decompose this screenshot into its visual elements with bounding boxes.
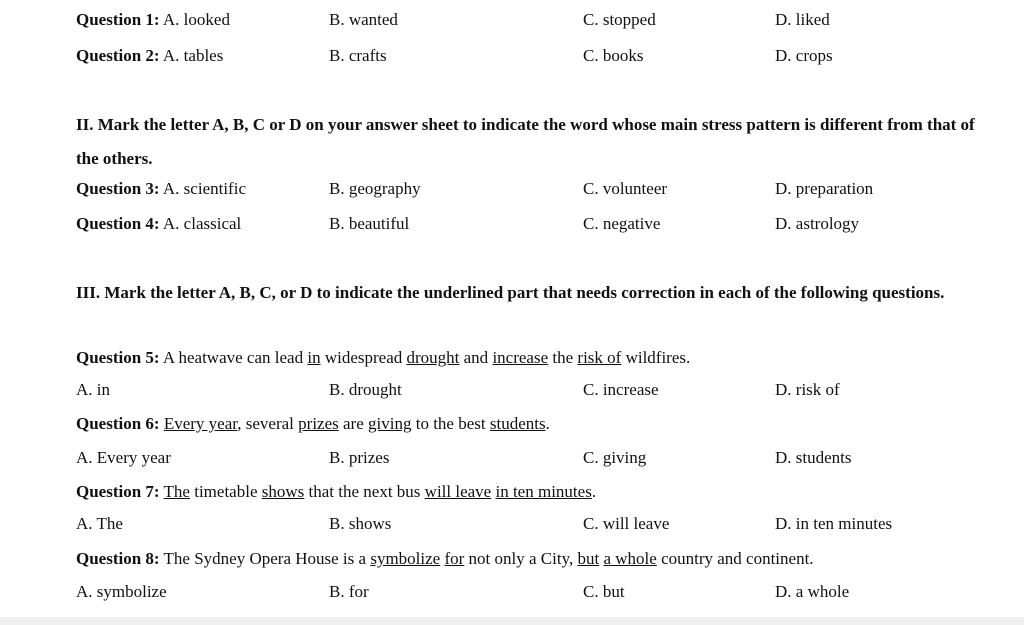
option-c[interactable]: C. increase — [583, 380, 659, 399]
underlined-part: Every year — [163, 414, 238, 433]
underlined-part: in ten minutes — [495, 482, 592, 501]
question-2 — [76, 42, 223, 70]
option-d[interactable]: D. in ten minutes — [775, 514, 893, 533]
option-b[interactable]: B. prizes — [329, 448, 390, 467]
option-c[interactable]: C. giving — [583, 448, 647, 467]
question-label: Question 5: — [76, 348, 160, 367]
question-row — [0, 210, 1024, 238]
sentence-text: The Sydney Opera House is a — [159, 549, 371, 568]
question-row — [0, 175, 1024, 203]
option-b[interactable]: B. beautiful — [329, 214, 410, 233]
option-b[interactable]: B. for — [329, 582, 369, 601]
question-1 — [76, 6, 230, 34]
options-row — [0, 510, 1024, 538]
question-4 — [76, 210, 241, 238]
question-label: Question 2: — [76, 46, 160, 65]
sentence-text: wildfires. — [621, 348, 691, 367]
option-d[interactable]: D. liked — [775, 10, 830, 29]
underlined-part: drought — [406, 348, 460, 367]
underlined-part: a whole — [603, 549, 657, 568]
sentence-text: . — [545, 414, 550, 433]
underlined-part: giving — [368, 414, 412, 433]
options-row — [0, 578, 1024, 606]
option-c[interactable]: C. volunteer — [583, 179, 668, 198]
sentence-text: widespread — [320, 348, 407, 367]
option-b[interactable]: B. wanted — [329, 10, 398, 29]
option-a[interactable]: A. in — [76, 380, 110, 399]
question-label: Question 4: — [76, 214, 160, 233]
underlined-part: symbolize — [370, 549, 441, 568]
options-row — [0, 444, 1024, 472]
underlined-part: The — [163, 482, 190, 501]
option-d[interactable]: D. preparation — [775, 179, 874, 198]
underlined-part: prizes — [298, 414, 339, 433]
option-d[interactable]: D. crops — [775, 46, 833, 65]
option-a[interactable]: A. The — [76, 514, 123, 533]
underlined-part: shows — [261, 482, 305, 501]
option-c[interactable]: C. but — [583, 582, 625, 601]
option-a[interactable]: A. tables — [162, 46, 224, 65]
sentence-text: that the next bus — [304, 482, 425, 501]
page-bottom-bar — [0, 617, 1024, 625]
underlined-part: but — [577, 549, 600, 568]
sentence-text: are — [338, 414, 369, 433]
question-label: Question 6: — [76, 414, 160, 433]
option-b[interactable]: B. drought — [329, 380, 402, 399]
underlined-part: increase — [492, 348, 549, 367]
sentence-text: to the best — [411, 414, 490, 433]
question-label: Question 8: — [76, 549, 160, 568]
option-b[interactable]: B. crafts — [329, 46, 387, 65]
options-row — [0, 376, 1024, 404]
option-d[interactable]: D. students — [775, 448, 852, 467]
option-a[interactable]: A. classical — [162, 214, 242, 233]
option-b[interactable]: B. shows — [329, 514, 392, 533]
option-c[interactable]: C. books — [583, 46, 644, 65]
sentence-text: the — [548, 348, 578, 367]
question-5-sentence — [76, 344, 690, 372]
underlined-part: students — [489, 414, 546, 433]
sentence-text: A heatwave can lead — [159, 348, 308, 367]
question-row — [0, 6, 1024, 34]
section-3-heading: III. Mark the letter A, B, C, or D to indicate the underlined part that needs correction in each of the following questions. — [76, 283, 945, 302]
underlined-part: in — [307, 348, 321, 367]
sentence-text: and — [459, 348, 493, 367]
option-d[interactable]: D. risk of — [775, 380, 840, 399]
question-row — [0, 42, 1024, 70]
option-c[interactable]: C. negative — [583, 214, 661, 233]
question-7-sentence — [76, 478, 596, 506]
sentence-text: . — [591, 482, 597, 501]
option-a[interactable]: A. symbolize — [76, 582, 167, 601]
sentence-text: timetable — [189, 482, 262, 501]
sentence-text: country and continent. — [656, 549, 814, 568]
question-3 — [76, 175, 246, 203]
question-8-sentence — [76, 545, 814, 573]
underlined-part: for — [444, 549, 465, 568]
question-label: Question 1: — [76, 10, 160, 29]
option-a[interactable]: A. scientific — [162, 179, 246, 198]
option-b[interactable]: B. geography — [329, 179, 421, 198]
option-a[interactable]: A. looked — [162, 10, 230, 29]
underlined-part: will leave — [424, 482, 492, 501]
question-label: Question 7: — [76, 482, 160, 501]
option-c[interactable]: C. stopped — [583, 10, 656, 29]
question-label: Question 3: — [76, 179, 160, 198]
option-c[interactable]: C. will leave — [583, 514, 670, 533]
sentence-text: not only a City, — [464, 549, 578, 568]
sentence-text: , several — [237, 414, 299, 433]
section-2-heading: II. Mark the letter A, B, C or D on your answer sheet to indicate the word whose main stress pattern is different from that of the others. — [76, 115, 975, 168]
option-a[interactable]: A. Every year — [76, 448, 171, 467]
option-d[interactable]: D. astrology — [775, 214, 860, 233]
option-d[interactable]: D. a whole — [775, 582, 850, 601]
question-6-sentence — [76, 410, 550, 438]
underlined-part: risk of — [577, 348, 622, 367]
